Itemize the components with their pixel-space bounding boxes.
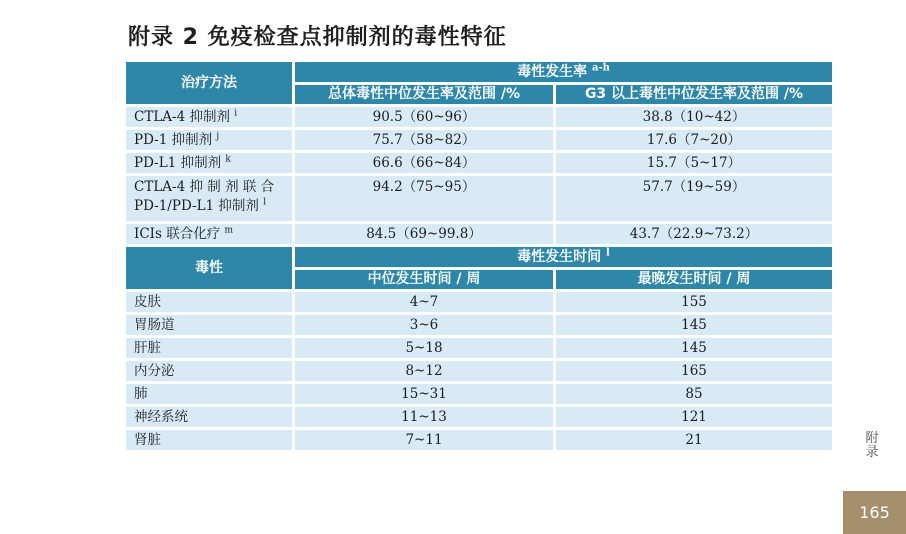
table-row xyxy=(126,107,832,127)
header-toxicity-incidence-sup: a-h xyxy=(591,61,610,73)
row-label: 肾脏 xyxy=(126,430,292,450)
row-label-sup: k xyxy=(225,154,231,164)
median-onset-cell: 8~12 xyxy=(295,361,553,381)
overall-incidence-cell: 90.5（60~96） xyxy=(295,107,553,127)
side-tab-char-2: 录 xyxy=(865,445,879,460)
row-label: 肝脏 xyxy=(126,338,292,358)
row-label: 神经系统 xyxy=(126,407,292,427)
row-label: 肺 xyxy=(126,384,292,404)
row-label-text: PD-L1 抑制剂 xyxy=(134,154,222,171)
table-row xyxy=(126,361,832,381)
table-row xyxy=(126,176,832,221)
side-tab-char-1: 附 xyxy=(865,431,879,446)
latest-onset-cell: 121 xyxy=(556,407,832,427)
page-title: 附录 2 免疫检查点抑制剂的毒性特征 xyxy=(128,25,507,50)
latest-onset-cell: 145 xyxy=(556,338,832,358)
median-onset-cell: 4~7 xyxy=(295,292,553,312)
median-onset-cell: 3~6 xyxy=(295,315,553,335)
overall-incidence-cell: 94.2（75~95） xyxy=(295,176,553,221)
median-onset-cell: 7~11 xyxy=(295,430,553,450)
row-label: 胃肠道 xyxy=(126,315,292,335)
table-row xyxy=(126,292,832,312)
latest-onset-cell: 21 xyxy=(556,430,832,450)
latest-onset-cell: 145 xyxy=(556,315,832,335)
g3-incidence-cell: 17.6（7~20） xyxy=(556,130,832,150)
header-toxicity-incidence-text: 毒性发生率 xyxy=(517,63,588,80)
median-onset-cell: 5~18 xyxy=(295,338,553,358)
table-row xyxy=(126,384,832,404)
row-label-line2: PD-1/PD-L1 抑制剂 xyxy=(134,198,259,214)
table-row xyxy=(126,430,832,450)
overall-incidence-cell: 84.5（69~99.8） xyxy=(295,224,553,244)
row-label-text: PD-1 抑制剂 xyxy=(134,131,213,148)
row-label xyxy=(126,224,292,244)
g3-incidence-cell: 15.7（5~17） xyxy=(556,153,832,173)
header-toxicity-incidence xyxy=(295,62,832,82)
appendix-side-tab xyxy=(863,432,881,460)
header-onset-time-sup: l xyxy=(606,246,610,258)
latest-onset-cell: 85 xyxy=(556,384,832,404)
row-label: 皮肤 xyxy=(126,292,292,312)
table-row xyxy=(126,407,832,427)
g3-incidence-cell: 38.8（10~42） xyxy=(556,107,832,127)
header-treatment: 治疗方法 xyxy=(126,62,292,104)
row-label-sup: l xyxy=(263,197,267,208)
header-g3-incidence: G3 以上毒性中位发生率及范围 /% xyxy=(556,85,832,104)
row-label xyxy=(126,176,292,221)
overall-incidence-cell: 66.6（66~84） xyxy=(295,153,553,173)
row-label-line1: CTLA-4 抑 制 剂 联 合 xyxy=(134,179,275,195)
table-row xyxy=(126,153,832,173)
table-row xyxy=(126,315,832,335)
row-label-sup: m xyxy=(224,225,234,235)
header-onset-time-text: 毒性发生时间 xyxy=(517,248,602,265)
row-label xyxy=(126,153,292,173)
page-number: 165 xyxy=(843,491,906,534)
g3-incidence-cell: 43.7（22.9~73.2） xyxy=(556,224,832,244)
row-label xyxy=(126,130,292,150)
row-label-sup: j xyxy=(216,131,220,141)
row-label-text: CTLA-4 抑制剂 xyxy=(134,108,230,125)
header-median-onset: 中位发生时间 / 周 xyxy=(295,270,553,289)
table-row xyxy=(126,338,832,358)
median-onset-cell: 15~31 xyxy=(295,384,553,404)
toxicity-table xyxy=(123,59,835,453)
row-label-sup: i xyxy=(234,108,238,118)
row-label: 内分泌 xyxy=(126,361,292,381)
row-label xyxy=(126,107,292,127)
header-onset-time xyxy=(295,247,832,267)
g3-incidence-cell: 57.7（19~59） xyxy=(556,176,832,221)
table-row xyxy=(126,130,832,150)
latest-onset-cell: 155 xyxy=(556,292,832,312)
overall-incidence-cell: 75.7（58~82） xyxy=(295,130,553,150)
header-overall-incidence: 总体毒性中位发生率及范围 /% xyxy=(295,85,553,104)
table-row xyxy=(126,224,832,244)
header-latest-onset: 最晚发生时间 / 周 xyxy=(556,270,832,289)
header-toxicity: 毒性 xyxy=(126,247,292,289)
latest-onset-cell: 165 xyxy=(556,361,832,381)
median-onset-cell: 11~13 xyxy=(295,407,553,427)
row-label-text: ICIs 联合化疗 xyxy=(134,225,221,242)
